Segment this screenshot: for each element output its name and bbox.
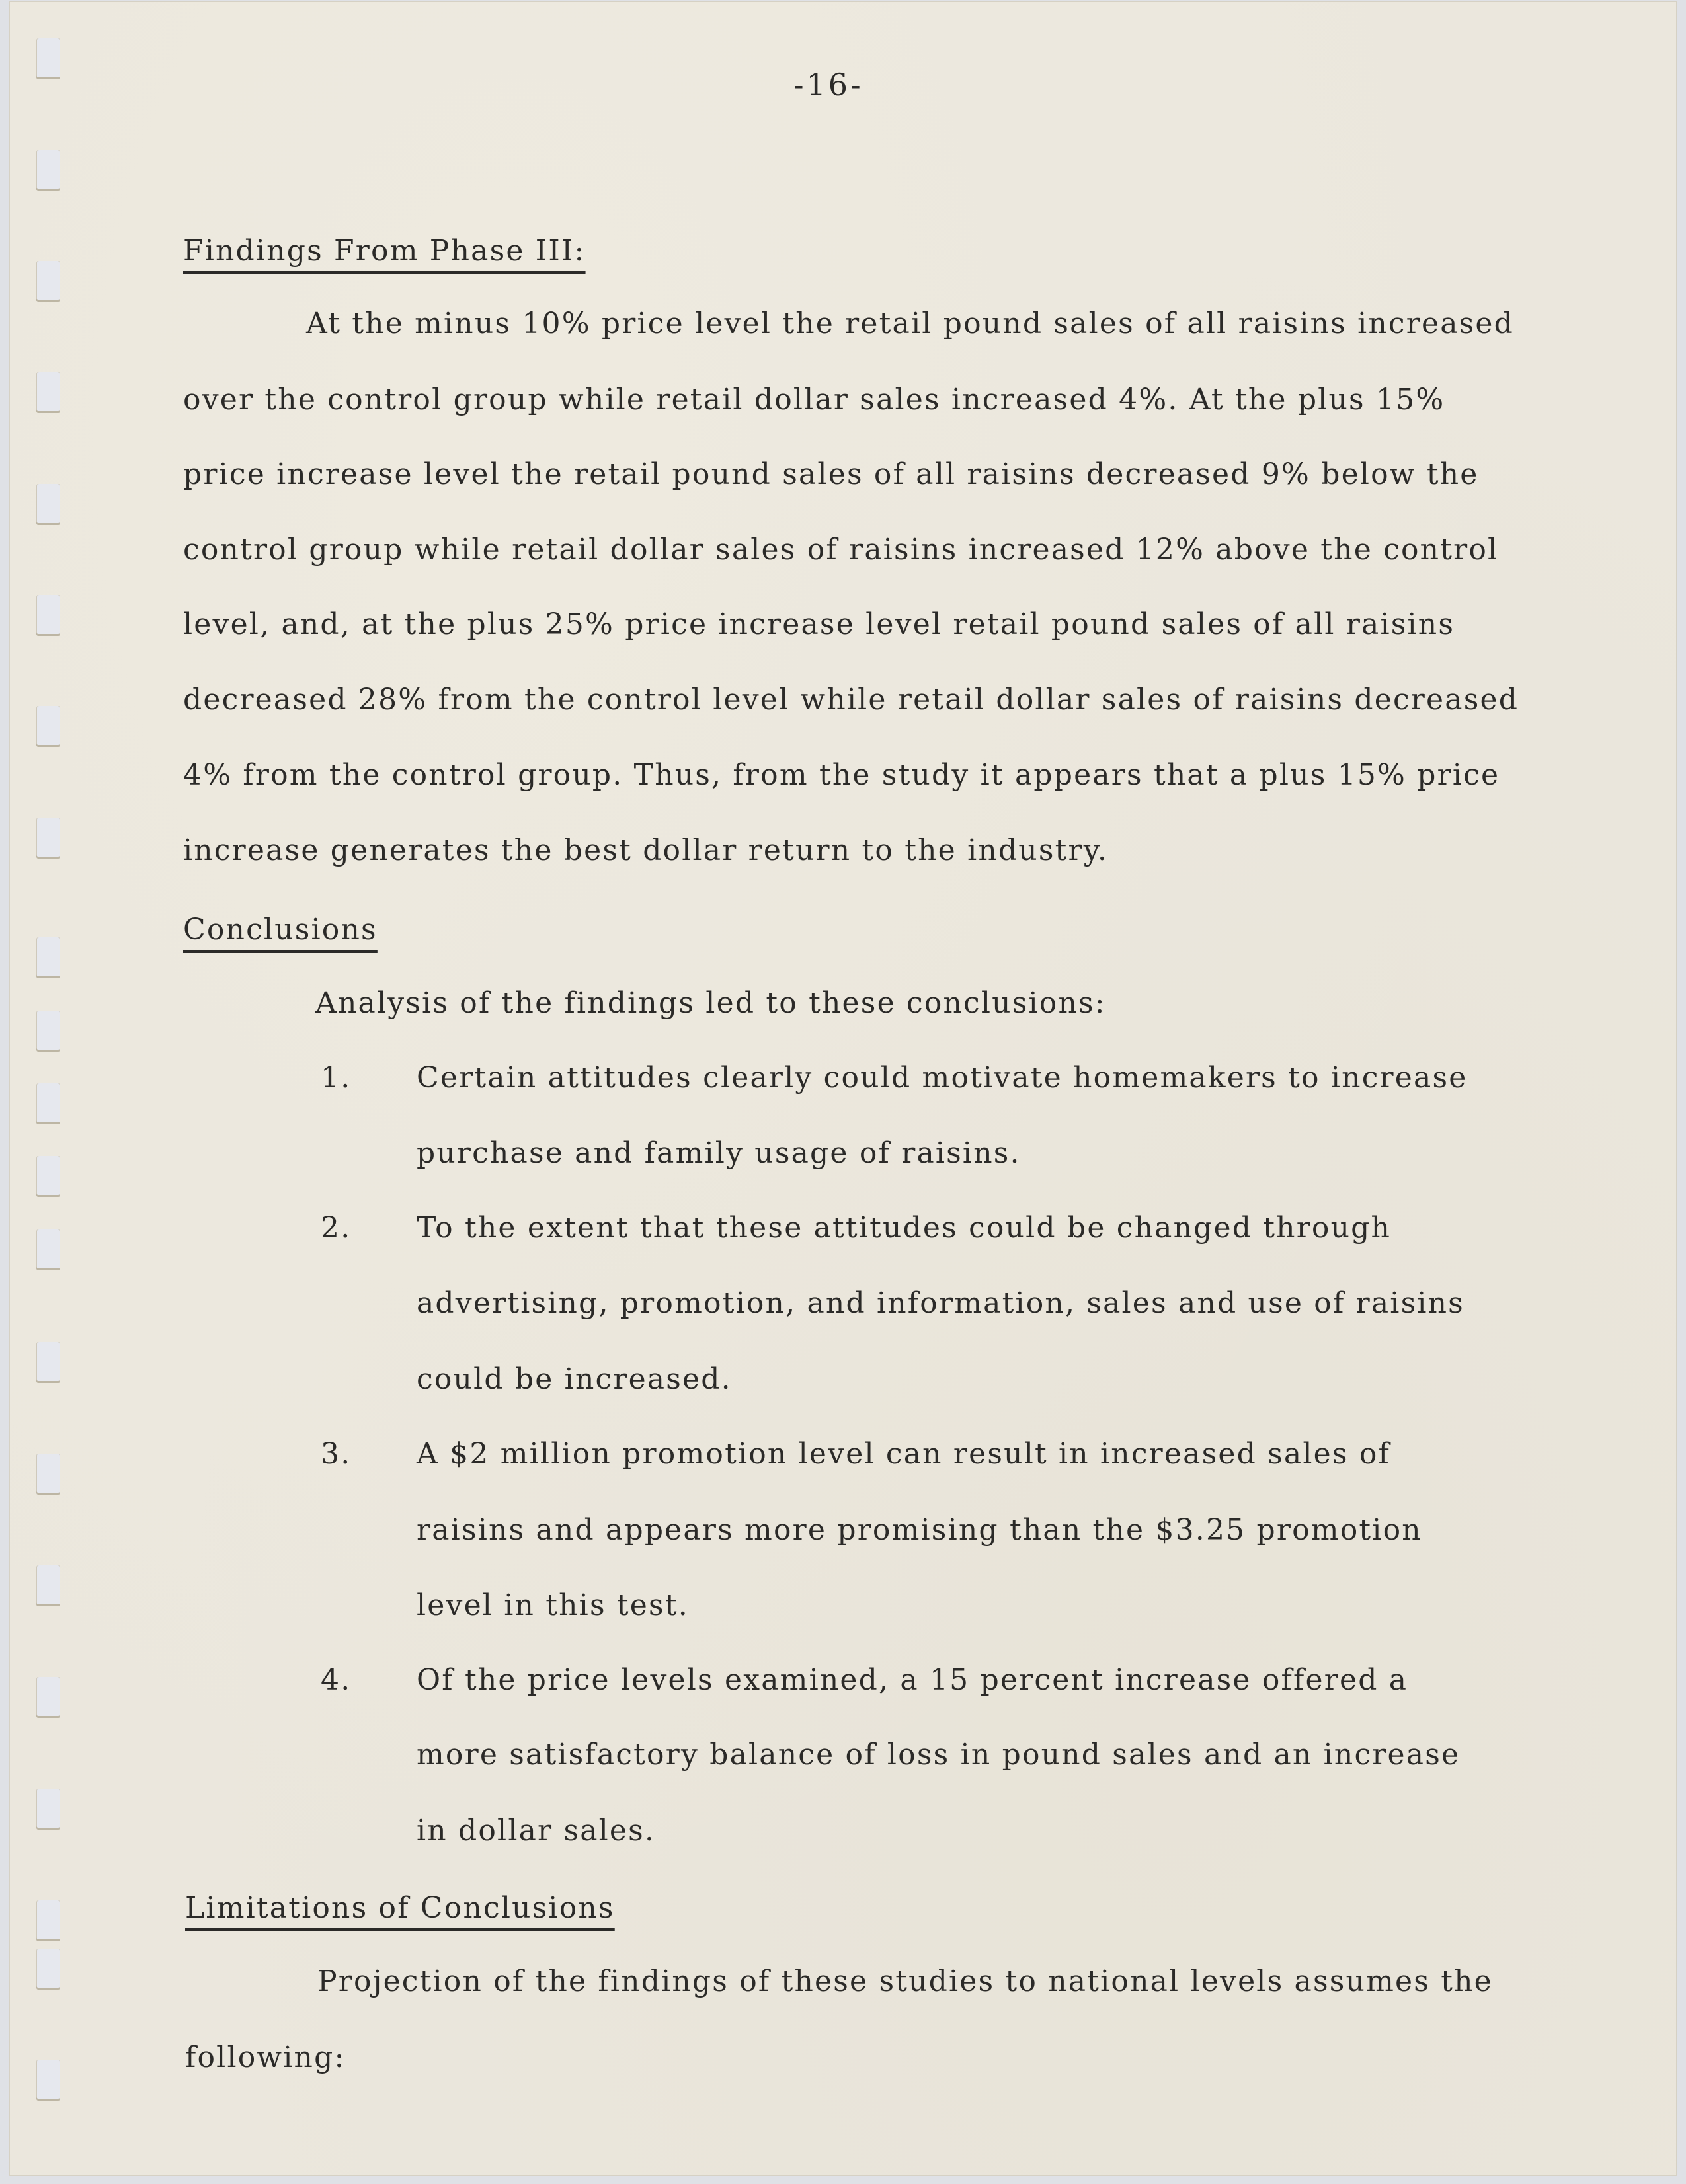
list-number: 1. bbox=[321, 1061, 352, 1095]
conclusions-intro: Analysis of the findings led to these conclusions: bbox=[315, 986, 1106, 1020]
binder-hole bbox=[36, 150, 60, 191]
binder-hole bbox=[36, 372, 60, 413]
list-item-line: level in this test. bbox=[417, 1588, 689, 1622]
binder-hole bbox=[36, 1677, 60, 1718]
list-item-line: in dollar sales. bbox=[417, 1814, 656, 1848]
list-item-line: purchase and family usage of raisins. bbox=[417, 1136, 1021, 1170]
section-heading-conclusions: Conclusions bbox=[183, 913, 378, 947]
binder-hole bbox=[36, 937, 60, 978]
findings-line: control group while retail dollar sales of raisins increased 12% above the control bbox=[183, 533, 1499, 566]
binder-hole bbox=[36, 1454, 60, 1495]
binder-hole bbox=[36, 1156, 60, 1197]
list-item-line: Certain attitudes clearly could motivate homemakers to increase bbox=[417, 1061, 1468, 1095]
binder-hole bbox=[36, 706, 60, 747]
binder-hole bbox=[36, 261, 60, 302]
list-item-line: Of the price levels examined, a 15 percent increase offered a bbox=[417, 1663, 1408, 1697]
binder-hole bbox=[36, 1229, 60, 1270]
binder-hole bbox=[36, 1011, 60, 1052]
binder-hole bbox=[36, 818, 60, 859]
binder-hole bbox=[36, 2060, 60, 2101]
list-item-line: more satisfactory balance of loss in pound sales and an increase bbox=[417, 1738, 1461, 1772]
limitations-line: Projection of the findings of these studies to national levels assumes the bbox=[317, 1965, 1493, 1998]
page-number: -16- bbox=[793, 67, 863, 102]
list-item-line: advertising, promotion, and information, sales and use of raisins bbox=[417, 1286, 1465, 1320]
findings-line: over the control group while retail dollar sales increased 4%. At the plus 15% bbox=[183, 383, 1445, 416]
binder-hole bbox=[36, 484, 60, 525]
binder-hole bbox=[36, 38, 60, 79]
binder-hole bbox=[36, 1083, 60, 1124]
list-number: 3. bbox=[321, 1437, 352, 1471]
binder-hole bbox=[36, 1900, 60, 1941]
list-item-line: To the extent that these attitudes could be changed through bbox=[417, 1211, 1392, 1245]
binder-hole bbox=[36, 1342, 60, 1383]
list-item-line: could be increased. bbox=[417, 1362, 732, 1396]
list-item-line: raisins and appears more promising than the $3.25 promotion bbox=[417, 1513, 1422, 1547]
binder-hole bbox=[36, 1565, 60, 1606]
list-item-line: A $2 million promotion level can result in increased sales of bbox=[417, 1437, 1391, 1471]
findings-line: increase generates the best dollar return to the industry. bbox=[183, 834, 1109, 867]
document-page bbox=[10, 2, 1676, 2175]
list-number: 4. bbox=[321, 1663, 352, 1697]
limitations-line: following: bbox=[185, 2041, 346, 2074]
findings-line: price increase level the retail pound sales of all raisins decreased 9% below the bbox=[183, 457, 1479, 491]
list-number: 2. bbox=[321, 1211, 352, 1245]
binder-hole bbox=[36, 1789, 60, 1830]
findings-line: level, and, at the plus 25% price increase level retail pound sales of all raisins bbox=[183, 607, 1455, 641]
binder-hole bbox=[36, 595, 60, 636]
section-heading-findings: Findings From Phase III: bbox=[183, 234, 586, 268]
binder-hole bbox=[36, 1949, 60, 1990]
findings-line: decreased 28% from the control level while retail dollar sales of raisins decreased bbox=[183, 683, 1519, 717]
findings-line: 4% from the control group. Thus, from the study it appears that a plus 15% price bbox=[183, 758, 1500, 792]
section-heading-limitations: Limitations of Conclusions bbox=[185, 1891, 615, 1925]
findings-line: At the minus 10% price level the retail pound sales of all raisins increased bbox=[306, 307, 1515, 340]
